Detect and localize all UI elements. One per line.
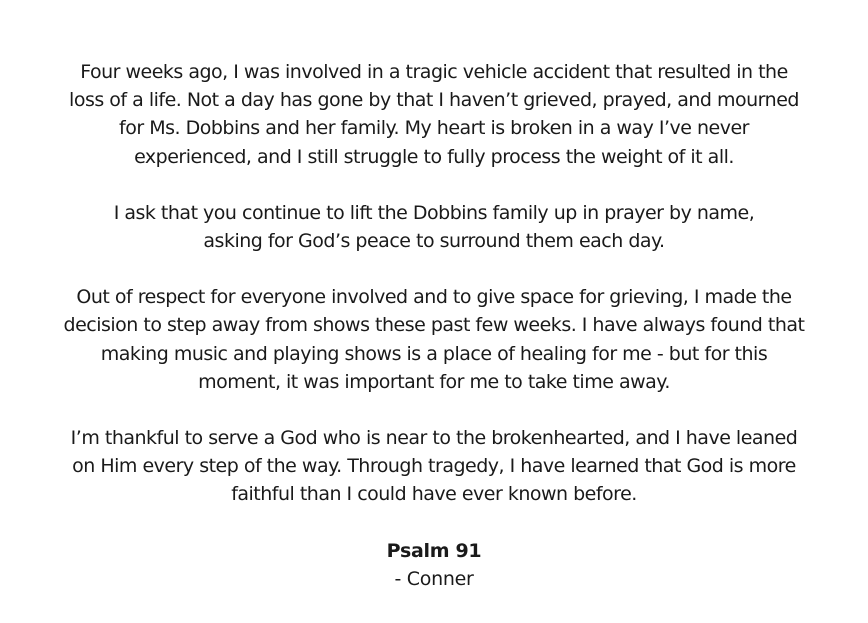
- text-line: Four weeks ago, I was involved in a tragic vehicle accident that resulted in the: [80, 61, 788, 83]
- paragraph-step-away: [39, 283, 829, 396]
- text-line: for Ms. Dobbins and her family. My heart is broken in a way I’ve never: [119, 117, 749, 140]
- paragraph-prayer-request: [39, 199, 829, 255]
- signoff-verse: Psalm 91: [386, 539, 482, 562]
- text-line: moment, it was important for me to take time away.: [198, 370, 670, 393]
- text-line: loss of a life. Not a day has gone by that I haven’t grieved, prayed, and mourned: [69, 89, 799, 112]
- paragraph-spacer: [0, 255, 868, 283]
- text-line: Out of respect for everyone involved and to give space for grieving, I made the: [76, 286, 792, 309]
- paragraph-accident: [39, 58, 829, 171]
- text-line: I’m thankful to serve a God who is near to the brokenhearted, and I have leaned: [70, 427, 798, 450]
- text-line: decision to step away from shows these past few weeks. I have always found that: [63, 314, 805, 337]
- text-line: experienced, and I still struggle to fully process the weight of it all.: [134, 145, 734, 168]
- text-line: on Him every step of the way. Through tragedy, I have learned that God is more: [72, 455, 796, 478]
- paragraph-thankful: [39, 424, 829, 509]
- signoff-name: - Conner: [394, 567, 474, 590]
- paragraph-spacer: [0, 396, 868, 424]
- paragraph-spacer: [0, 171, 868, 199]
- text-line: asking for God’s peace to surround them each day.: [203, 230, 665, 253]
- text-line: making music and playing shows is a place of healing for me - but for this: [100, 342, 768, 365]
- text-line: I ask that you continue to lift the Dobbins family up in prayer by name,: [113, 201, 755, 224]
- paragraph-spacer: [0, 509, 868, 537]
- text-line: faithful than I could have ever known before.: [231, 483, 637, 506]
